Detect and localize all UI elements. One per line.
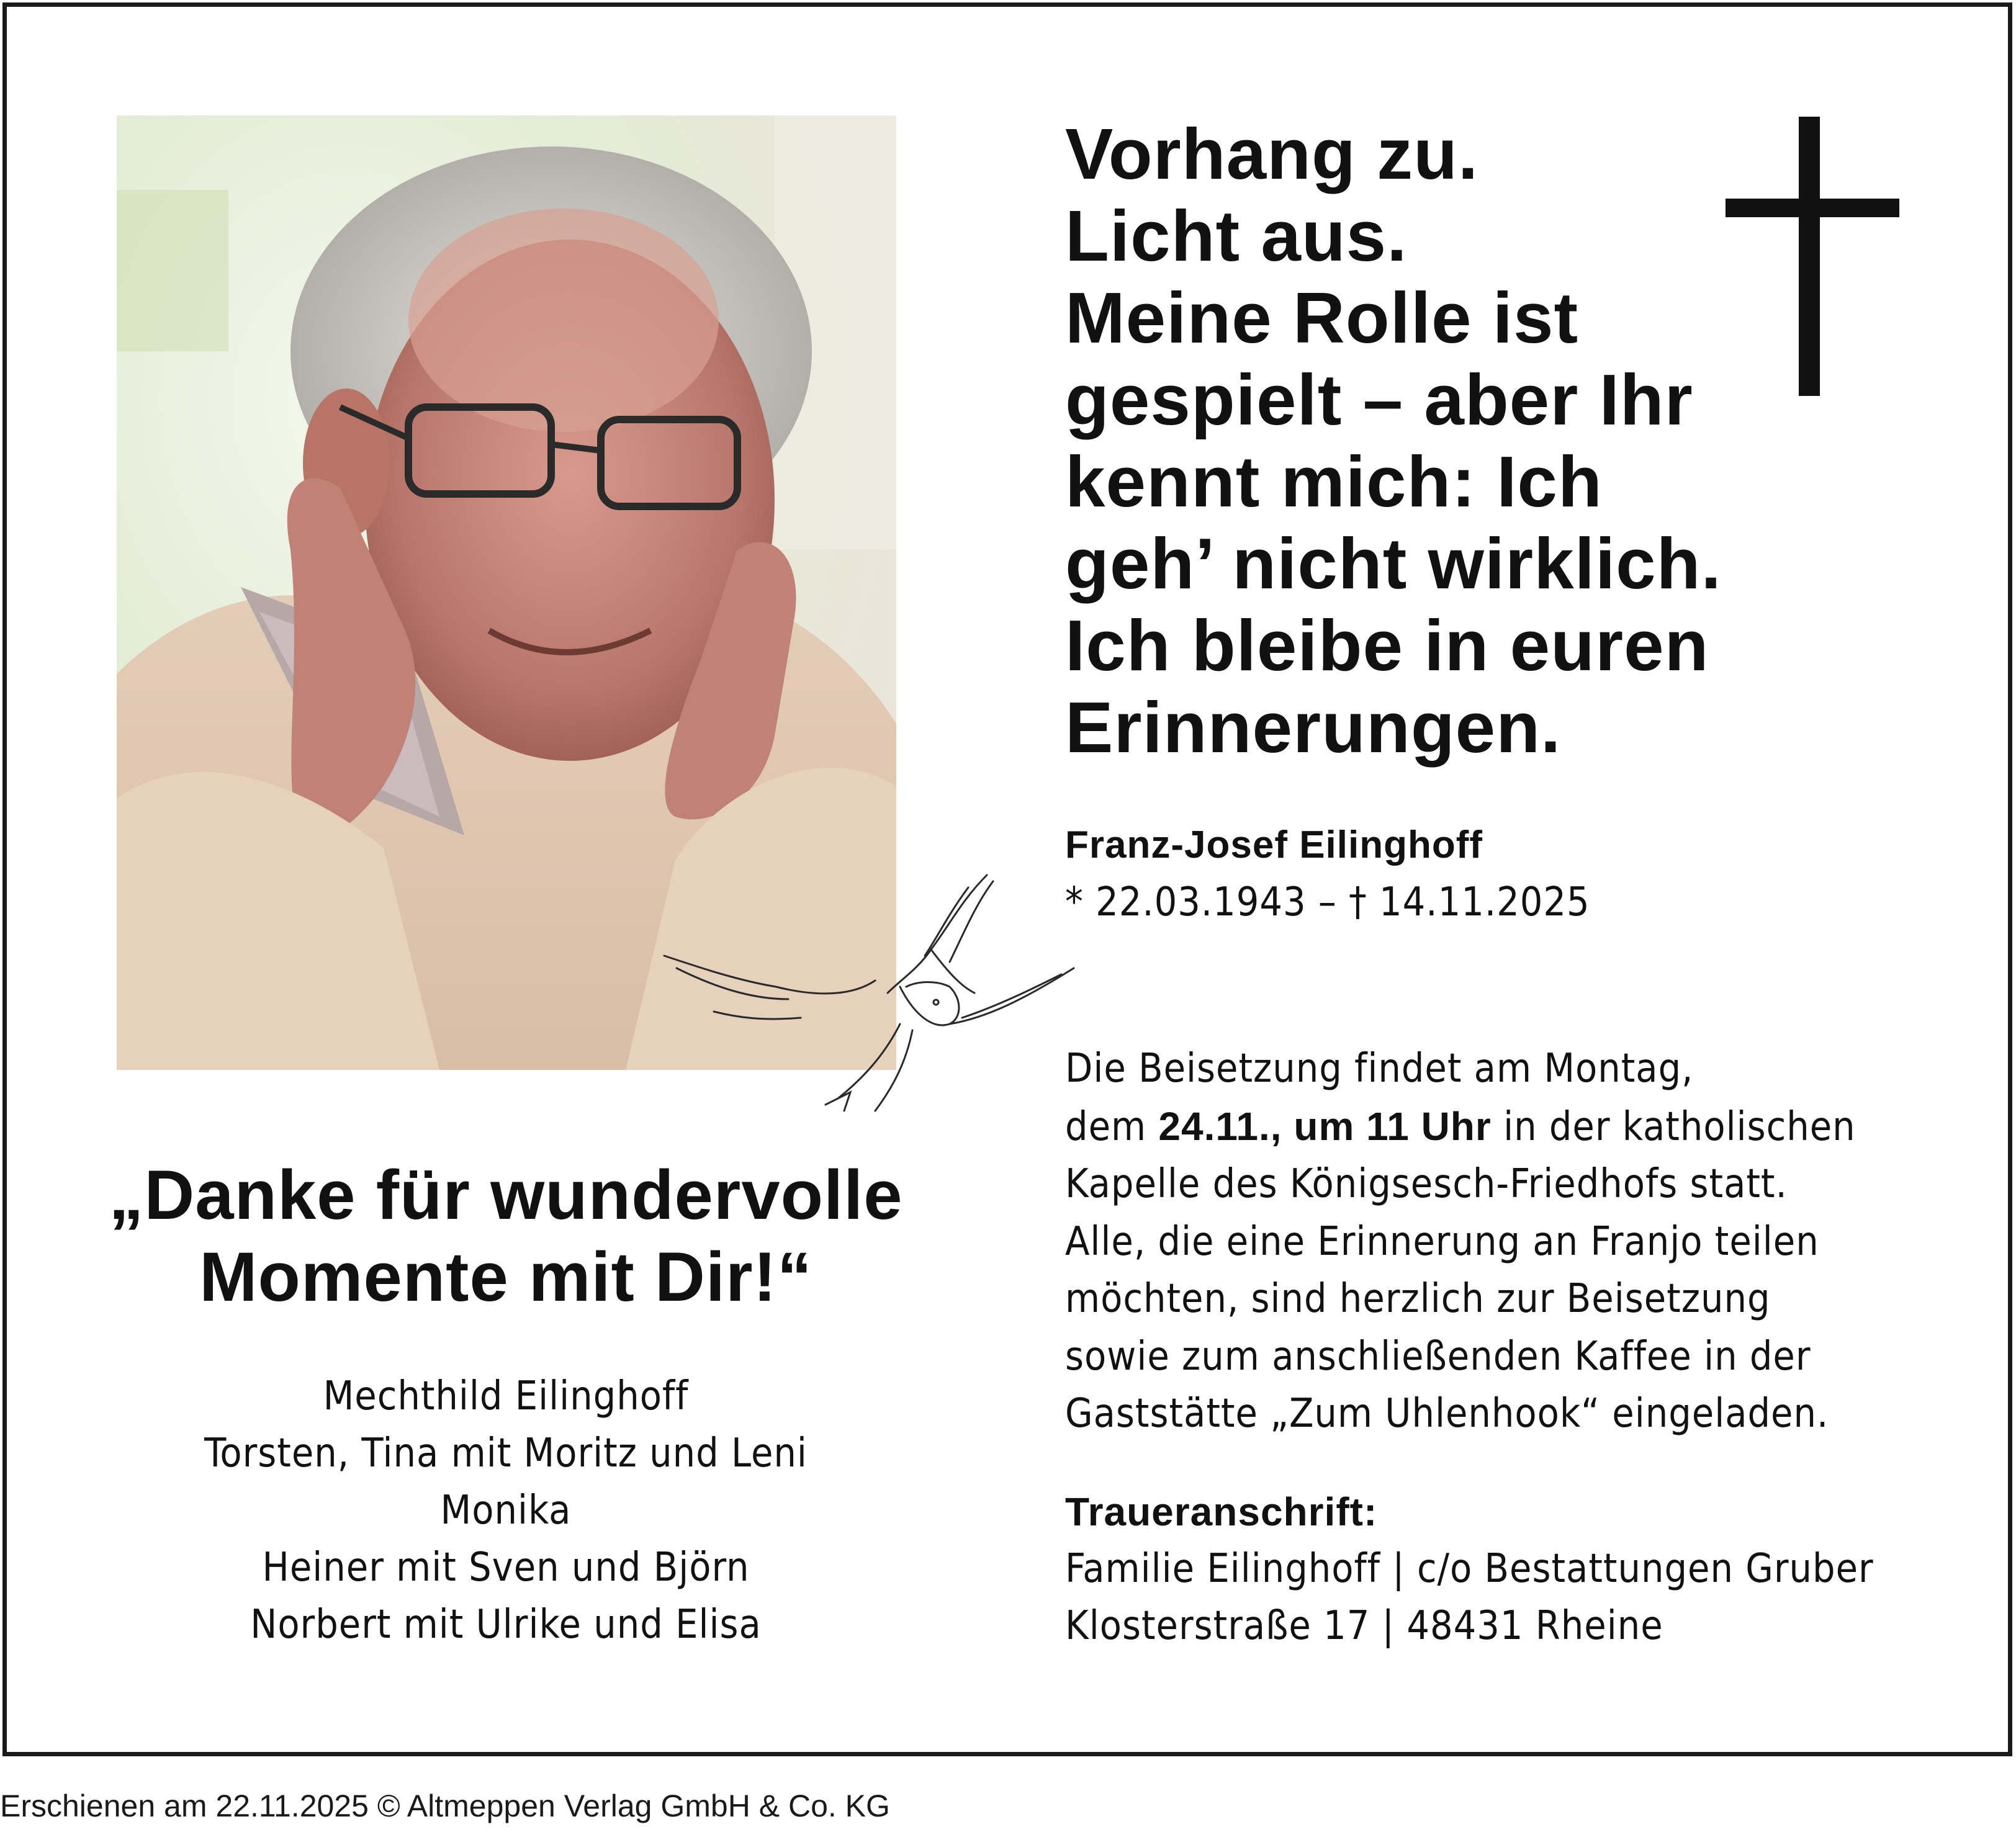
poem-line: geh’ nicht wirklich. xyxy=(1065,523,1722,604)
poem-line: Vorhang zu. xyxy=(1065,114,1479,194)
mourner-name: Torsten, Tina mit Moritz und Leni xyxy=(204,1430,808,1476)
mourner-name: Norbert mit Ulrike und Elisa xyxy=(250,1602,762,1648)
publication-credit: Erschienen am 22.11.2025 © Altmeppen Verlag GmbH & Co. KG xyxy=(0,1789,890,1823)
cross-icon xyxy=(1726,117,1899,396)
service-text: dem xyxy=(1065,1103,1159,1150)
service-line: Kapelle des Königsesch-Friedhofs statt. xyxy=(1065,1161,1788,1207)
owl-sketch-icon xyxy=(639,863,1099,1123)
service-date-time: 24.11., um 11 Uhr xyxy=(1158,1103,1492,1149)
mourner-name: Mechthild Eilinghoff xyxy=(323,1373,689,1419)
service-line: Alle, die eine Erinnerung an Franjo teilen xyxy=(1065,1218,1819,1265)
mourner-name: Heiner mit Sven und Björn xyxy=(262,1545,750,1591)
address-line: Familie Eilinghoff | c/o Bestattungen Gruber xyxy=(1065,1546,1874,1592)
mourners-list xyxy=(74,1368,937,1653)
service-line: Gaststätte „Zum Uhlenhook“ eingeladen. xyxy=(1065,1391,1829,1437)
service-line: möchten, sind herzlich zur Beisetzung xyxy=(1065,1276,1771,1322)
service-line: sowie zum anschließenden Kaffee in der xyxy=(1065,1333,1811,1380)
thanks-line: „Danke für wundervolle xyxy=(109,1156,903,1234)
poem-line: Erinnerungen. xyxy=(1065,687,1562,768)
life-dates: * 22.03.1943 – † 14.11.2025 xyxy=(1065,879,1590,925)
address-line: Klosterstraße 17 | 48431 Rheine xyxy=(1065,1603,1663,1649)
service-line xyxy=(1065,1098,1996,1156)
service-announcement xyxy=(1065,1040,1996,1443)
thanks-quote xyxy=(74,1154,937,1318)
poem-line: Ich bleibe in euren xyxy=(1065,605,1709,686)
poem-line: Meine Rolle ist xyxy=(1065,277,1579,358)
poem-verse xyxy=(1065,113,1722,768)
poem-line: kennt mich: Ich xyxy=(1065,441,1603,522)
thanks-line: Momente mit Dir!“ xyxy=(199,1238,812,1316)
service-text: in der katholischen xyxy=(1491,1103,1856,1150)
poem-line: Licht aus. xyxy=(1065,195,1408,276)
deceased-name: Franz-Josef Eilinghoff xyxy=(1065,824,1483,866)
poem-line: gespielt – aber Ihr xyxy=(1065,359,1693,440)
address-title: Traueranschrift: xyxy=(1065,1489,1378,1534)
service-line: Die Beisetzung findet am Montag, xyxy=(1065,1046,1694,1092)
mourner-name: Monika xyxy=(440,1488,572,1533)
mourning-address xyxy=(1065,1483,1874,1655)
